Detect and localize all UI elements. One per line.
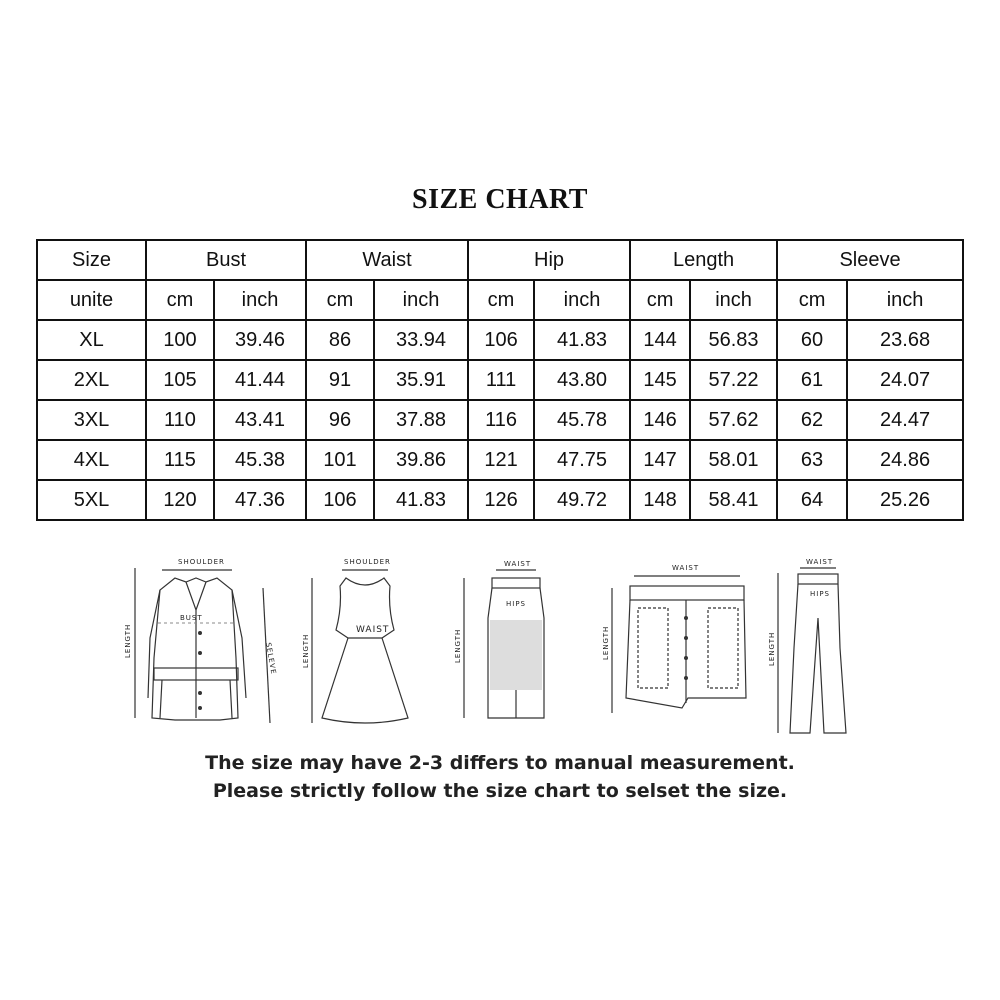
unit-cell: cm (468, 280, 534, 320)
value-cell: 111 (468, 360, 534, 400)
header-cell: Hip (468, 240, 630, 280)
value-cell: 100 (146, 320, 214, 360)
value-cell: 115 (146, 440, 214, 480)
table-row (37, 480, 963, 520)
value-cell: 120 (146, 480, 214, 520)
value-cell: 35.91 (374, 360, 468, 400)
value-cell: 60 (777, 320, 847, 360)
size-table (36, 239, 964, 521)
shorts-waist-label: WAIST (672, 564, 700, 572)
unit-cell: inch (534, 280, 630, 320)
pants-diagram (768, 548, 868, 738)
value-cell: 24.86 (847, 440, 963, 480)
value-cell: 41.83 (374, 480, 468, 520)
dress-waist-label: WAIST (356, 625, 390, 635)
unit-cell: inch (374, 280, 468, 320)
value-cell: 58.41 (690, 480, 777, 520)
table-row (37, 320, 963, 360)
unit-cell: cm (777, 280, 847, 320)
value-cell: 41.44 (214, 360, 306, 400)
value-cell: 25.26 (847, 480, 963, 520)
jacket-shoulder-label: SHOULDER (178, 558, 225, 566)
value-cell: 63 (777, 440, 847, 480)
value-cell: 24.47 (847, 400, 963, 440)
dress-shoulder-label: SHOULDER (344, 558, 391, 566)
value-cell: 47.75 (534, 440, 630, 480)
table-row (37, 440, 963, 480)
value-cell: 121 (468, 440, 534, 480)
value-cell: 61 (777, 360, 847, 400)
header-cell: Bust (146, 240, 306, 280)
value-cell: 41.83 (534, 320, 630, 360)
shorts-diagram (600, 548, 760, 738)
header-row (37, 240, 963, 280)
value-cell: 148 (630, 480, 690, 520)
header-cell: Waist (306, 240, 468, 280)
value-cell: 96 (306, 400, 374, 440)
value-cell: 105 (146, 360, 214, 400)
skirt-waist-label: WAIST (504, 560, 532, 568)
units-row (37, 280, 963, 320)
value-cell: 45.38 (214, 440, 306, 480)
value-cell: 101 (306, 440, 374, 480)
unit-cell: cm (630, 280, 690, 320)
value-cell: 145 (630, 360, 690, 400)
note-line-2: Please strictly follow the size chart to selset the size. (212, 780, 788, 802)
chart-title: SIZE CHART (412, 184, 588, 215)
value-cell: 56.83 (690, 320, 777, 360)
pants-length-label: LENGTH (768, 631, 776, 666)
value-cell: 64 (777, 480, 847, 520)
unit-cell: cm (306, 280, 374, 320)
unit-cell: inch (214, 280, 306, 320)
skirt-length-label: LENGTH (454, 628, 462, 663)
pants-waist-label: WAIST (806, 558, 834, 566)
unit-cell: inch (690, 280, 777, 320)
value-cell: 33.94 (374, 320, 468, 360)
unit-cell: inch (847, 280, 963, 320)
value-cell: 106 (306, 480, 374, 520)
value-cell: 91 (306, 360, 374, 400)
value-cell: 147 (630, 440, 690, 480)
header-cell: Size (37, 240, 146, 280)
value-cell: 62 (777, 400, 847, 440)
value-cell: 116 (468, 400, 534, 440)
table-row (37, 360, 963, 400)
garment-diagrams (60, 548, 940, 748)
value-cell: 23.68 (847, 320, 963, 360)
skirt-hips-label: HIPS (506, 600, 526, 608)
table-row (37, 400, 963, 440)
value-cell: 58.01 (690, 440, 777, 480)
value-cell: 57.22 (690, 360, 777, 400)
value-cell: 49.72 (534, 480, 630, 520)
value-cell: 126 (468, 480, 534, 520)
unit-cell: cm (146, 280, 214, 320)
value-cell: 43.41 (214, 400, 306, 440)
dress-length-label: LENGTH (302, 633, 310, 668)
header-cell: Sleeve (777, 240, 963, 280)
jacket-bust-label: BUST (180, 614, 203, 622)
value-cell: 39.86 (374, 440, 468, 480)
pants-hips-label: HIPS (810, 590, 830, 598)
value-cell: 146 (630, 400, 690, 440)
header-cell: Length (630, 240, 777, 280)
value-cell: 45.78 (534, 400, 630, 440)
value-cell: 47.36 (214, 480, 306, 520)
value-cell: 39.46 (214, 320, 306, 360)
jacket-diagram (120, 548, 280, 738)
unit-cell: unite (37, 280, 146, 320)
value-cell: 43.80 (534, 360, 630, 400)
shorts-length-label: LENGTH (602, 625, 610, 660)
size-cell: XL (37, 320, 146, 360)
value-cell: 144 (630, 320, 690, 360)
jacket-length-label: LENGTH (124, 623, 132, 658)
value-cell: 24.07 (847, 360, 963, 400)
value-cell: 86 (306, 320, 374, 360)
dress-diagram (298, 548, 428, 738)
value-cell: 106 (468, 320, 534, 360)
skirt-diagram (452, 548, 562, 738)
size-cell: 3XL (37, 400, 146, 440)
size-cell: 4XL (37, 440, 146, 480)
jacket-sleeve-label: SELEVE (264, 641, 278, 676)
value-cell: 57.62 (690, 400, 777, 440)
value-cell: 37.88 (374, 400, 468, 440)
value-cell: 110 (146, 400, 214, 440)
size-cell: 2XL (37, 360, 146, 400)
note-line-1: The size may have 2-3 differs to manual measurement. (205, 752, 795, 774)
size-cell: 5XL (37, 480, 146, 520)
